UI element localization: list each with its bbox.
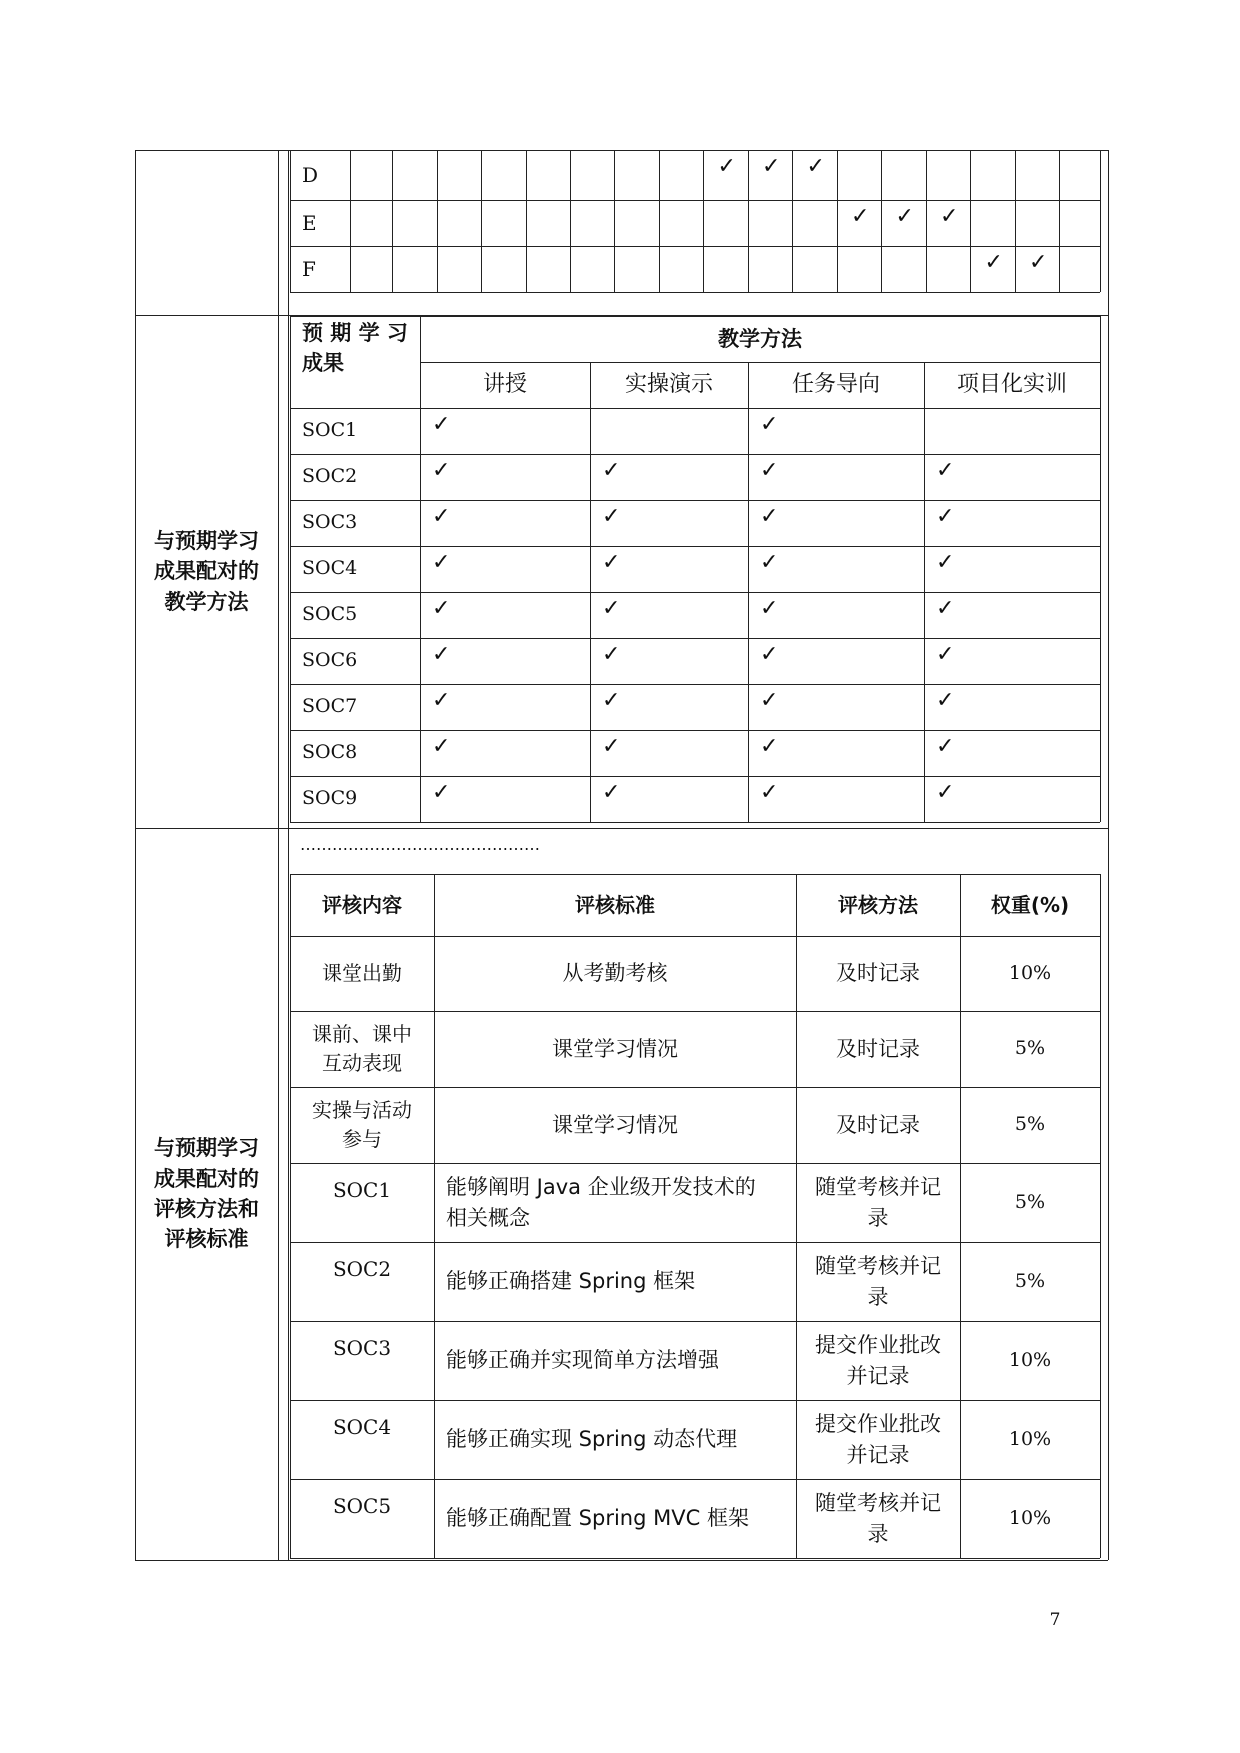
assessment-content: SOC2: [332, 1257, 392, 1282]
assessment-standard: 能够阐明 Java 企业级开发技术的 相关概念: [446, 1175, 756, 1230]
assessment-weight: 10%: [1008, 1427, 1052, 1450]
checkmark-icon: ✓: [936, 504, 955, 529]
soc-label: SOC8: [302, 741, 358, 764]
assessment-method: 提交作业批改 并记录: [815, 1412, 941, 1467]
assessment-content: SOC4: [332, 1415, 392, 1440]
grid-col-rule: [881, 150, 882, 292]
assessment-content: 课堂出勤: [322, 961, 402, 985]
checkmark-icon: ✓: [762, 154, 781, 179]
checkmark-icon: ✓: [602, 458, 621, 483]
checkmark-icon: ✓: [760, 412, 779, 437]
assessment-weight: 5%: [1014, 1113, 1046, 1136]
ellipsis-dots: ………………………………………: [300, 835, 540, 855]
section-label-assessment: 与预期学习 成果配对的 评核方法和 评核标准: [154, 1136, 259, 1252]
checkmark-icon: ✓: [432, 642, 451, 667]
checkmark-icon: ✓: [602, 642, 621, 667]
row-label: D: [302, 162, 319, 187]
assessment-method: 及时记录: [836, 1036, 920, 1061]
assessment-header: 权重(%): [990, 892, 1070, 917]
grid-col-rule: [481, 150, 482, 292]
assessment-method: 随堂考核并记 录: [815, 1175, 941, 1230]
table-rule: [748, 362, 749, 822]
assessment-content: SOC1: [332, 1178, 392, 1203]
table-rule: [590, 362, 591, 822]
checkmark-icon: ✓: [936, 734, 955, 759]
checkmark-icon: ✓: [760, 688, 779, 713]
checkmark-icon: ✓: [432, 734, 451, 759]
grid-col-rule: [1100, 150, 1101, 292]
assessment-content: 课前、课中 互动表现: [312, 1022, 412, 1075]
checkmark-icon: ✓: [806, 154, 825, 179]
assessment-weight: 5%: [1014, 1269, 1046, 1292]
grid-col-rule: [792, 150, 793, 292]
checkmark-icon: ✓: [432, 688, 451, 713]
assessment-weight: 5%: [1014, 1190, 1046, 1213]
checkmark-icon: ✓: [602, 688, 621, 713]
row-label: E: [302, 210, 317, 235]
assessment-standard: 课堂学习情况: [552, 1112, 678, 1137]
checkmark-icon: ✓: [760, 780, 779, 805]
checkmark-icon: ✓: [432, 596, 451, 621]
outer-top-border: [135, 150, 1108, 151]
grid-col-rule: [837, 150, 838, 292]
assessment-method: 提交作业批改 并记录: [815, 1333, 941, 1388]
checkmark-icon: ✓: [984, 250, 1003, 275]
assessment-standard: 从考勤考核: [562, 961, 668, 986]
soc-label: SOC1: [302, 419, 358, 442]
grid-row-rule: [290, 200, 1100, 201]
assessment-method: 随堂考核并记 录: [815, 1254, 941, 1309]
assessment-standard: 能够正确配置 Spring MVC 框架: [446, 1506, 749, 1531]
table-rule: [290, 822, 1100, 823]
method-header: 实操演示: [624, 372, 713, 398]
checkmark-icon: ✓: [936, 596, 955, 621]
grid-col-rule: [614, 150, 615, 292]
checkmark-icon: ✓: [760, 642, 779, 667]
checkmark-icon: ✓: [760, 596, 779, 621]
grid-col-rule: [526, 150, 527, 292]
assessment-method: 及时记录: [836, 961, 920, 986]
checkmark-icon: ✓: [760, 458, 779, 483]
checkmark-icon: ✓: [936, 458, 955, 483]
checkmark-icon: ✓: [760, 550, 779, 575]
assessment-weight: 10%: [1008, 1506, 1052, 1529]
table-rule: [924, 362, 925, 822]
assessment-weight: 10%: [1008, 1348, 1052, 1371]
checkmark-icon: ✓: [717, 154, 736, 179]
grid-col-rule: [659, 150, 660, 292]
checkmark-icon: ✓: [432, 458, 451, 483]
table-rule: [1100, 316, 1101, 822]
assessment-header: 评核标准: [575, 892, 655, 917]
section-label-teaching-methods: 与预期学习 成果配对的 教学方法: [154, 528, 259, 614]
grid-col-rule: [1015, 150, 1016, 292]
grid-col-rule: [570, 150, 571, 292]
grid-bottom-rule: [290, 292, 1100, 293]
soc-label: SOC3: [302, 511, 358, 534]
assessment-standard: 课堂学习情况: [552, 1036, 678, 1061]
checkmark-icon: ✓: [602, 504, 621, 529]
grid-col-rule: [703, 150, 704, 292]
grid-row-rule: [290, 246, 1100, 247]
assessment-weight: 5%: [1014, 1037, 1046, 1060]
soc-label: SOC9: [302, 787, 358, 810]
assessment-content: SOC3: [332, 1336, 392, 1361]
assessment-standard: 能够正确实现 Spring 动态代理: [446, 1427, 738, 1452]
grid-col-rule: [350, 150, 351, 292]
checkmark-icon: ✓: [936, 780, 955, 805]
outer-bottom-border: [135, 1560, 1108, 1561]
checkmark-icon: ✓: [936, 642, 955, 667]
header-expected-outcome: 预 期 学 习 成果: [302, 321, 408, 376]
soc-label: SOC2: [302, 465, 358, 488]
soc-label: SOC4: [302, 557, 358, 580]
checkmark-icon: ✓: [602, 550, 621, 575]
checkmark-icon: ✓: [936, 688, 955, 713]
assessment-content: 实操与活动 参与: [312, 1098, 412, 1151]
checkmark-icon: ✓: [1029, 250, 1048, 275]
assessment-content: SOC5: [332, 1494, 392, 1519]
row-label: F: [302, 256, 316, 281]
soc-label: SOC5: [302, 603, 358, 626]
method-header: 讲授: [482, 372, 527, 398]
side-column-rule: [278, 150, 279, 1560]
table-rule: [290, 1558, 1100, 1559]
checkmark-icon: ✓: [432, 550, 451, 575]
page-number: 7: [1049, 1609, 1061, 1630]
grid-col-rule: [748, 150, 749, 292]
soc-label: SOC6: [302, 649, 358, 672]
checkmark-icon: ✓: [851, 204, 870, 229]
checkmark-icon: ✓: [760, 504, 779, 529]
grid-col-rule: [970, 150, 971, 292]
assessment-header: 评核方法: [838, 892, 918, 917]
assessment-method: 及时记录: [836, 1112, 920, 1137]
table-rule: [1100, 874, 1101, 1558]
checkmark-icon: ✓: [432, 504, 451, 529]
checkmark-icon: ✓: [602, 596, 621, 621]
checkmark-icon: ✓: [602, 734, 621, 759]
checkmark-icon: ✓: [432, 412, 451, 437]
checkmark-icon: ✓: [895, 204, 914, 229]
checkmark-icon: ✓: [940, 204, 959, 229]
header-teaching-methods: 教学方法: [718, 326, 802, 351]
grid-col-rule: [392, 150, 393, 292]
method-header: 项目化实训: [956, 372, 1067, 398]
assessment-standard: 能够正确搭建 Spring 框架: [446, 1269, 696, 1294]
outer-right-border: [1108, 150, 1109, 1560]
checkmark-icon: ✓: [432, 780, 451, 805]
assessment-header: 评核内容: [322, 892, 402, 917]
assessment-standard: 能够正确并实现简单方法增强: [446, 1348, 719, 1373]
checkmark-icon: ✓: [936, 550, 955, 575]
grid-col-rule: [926, 150, 927, 292]
grid-col-rule: [1059, 150, 1060, 292]
checkmark-icon: ✓: [602, 780, 621, 805]
soc-label: SOC7: [302, 695, 358, 718]
checkmark-icon: ✓: [760, 734, 779, 759]
assessment-weight: 10%: [1008, 961, 1052, 984]
grid-col-rule: [437, 150, 438, 292]
method-header: 任务导向: [791, 372, 880, 398]
assessment-method: 随堂考核并记 录: [815, 1491, 941, 1546]
